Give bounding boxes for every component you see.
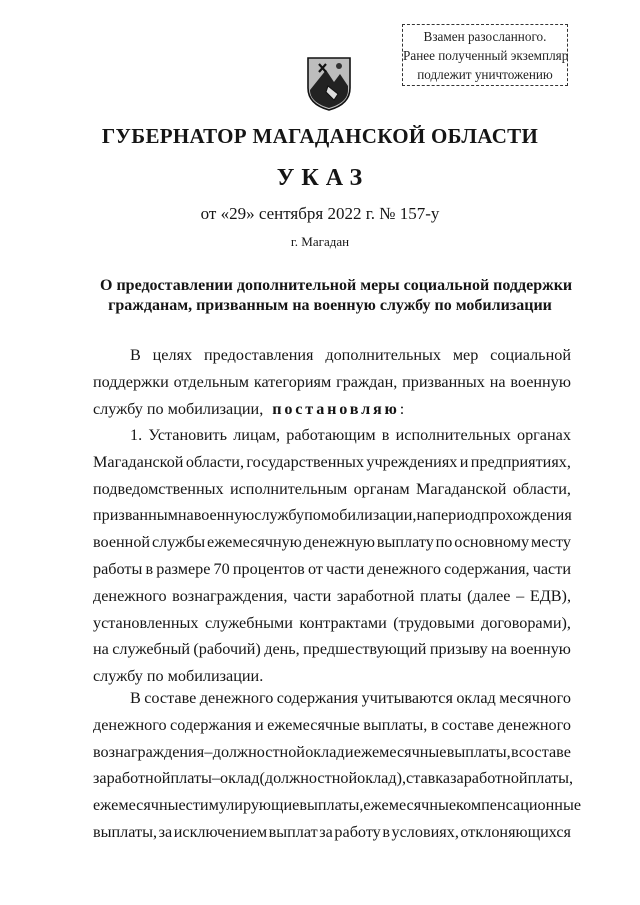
decree-word: постановляю xyxy=(272,399,400,418)
item-1-paragraph xyxy=(93,422,571,690)
governor-title: ГУБЕРНАТОР МАГАДАНСКОЙ ОБЛАСТИ xyxy=(101,124,539,148)
text-line: ежемесячные стимулирующие выплаты, ежемесячные компенсационные xyxy=(93,796,582,815)
colon: : xyxy=(399,399,405,418)
text-line: 1. Установить лицам, работающим в исполнительных органах xyxy=(130,426,571,444)
stamp-line: Взамен разосланного. xyxy=(423,29,547,44)
paragraph-2 xyxy=(93,685,582,846)
decree-date-number: от «29» сентября 2022 г. № 157-у xyxy=(200,204,440,223)
text-line-last xyxy=(93,396,571,423)
subject-line: О предоставлении дополнительной меры социальной поддержки xyxy=(100,277,573,294)
preamble-text: службу по мобилизации, xyxy=(93,399,264,418)
text-line: вознаграждения – должностной оклад и ежемесячные выплаты, в составе xyxy=(93,742,571,761)
text-line: В целях предоставления дополнительных мер социальной xyxy=(130,346,571,364)
preamble-paragraph xyxy=(93,342,571,422)
text-line: денежного содержания и ежемесячные выплаты, в составе денежного xyxy=(93,715,571,734)
coat-of-arms-icon xyxy=(304,54,354,112)
text-line: военной службы ежемесячную денежную выплату по основному месту xyxy=(93,533,571,552)
document-type: УКАЗ xyxy=(276,165,370,191)
text-line-last: службу по мобилизации. xyxy=(93,667,264,686)
text-line: выплаты, за исключением выплат за работу в условиях, отклоняющихся xyxy=(93,822,571,841)
text-line: Магаданской области, государственных учреждениях и предприятиях, xyxy=(93,452,571,471)
stamp-line: Ранее полученный экземпляр xyxy=(403,48,569,63)
city: г. Магадан xyxy=(290,234,350,249)
text-line: В составе денежного содержания учитываются оклад месячного xyxy=(130,689,571,707)
replacement-stamp xyxy=(402,24,568,86)
text-line: призванным на военную службу по мобилизации, на период прохождения xyxy=(93,506,572,525)
text-line: установленных служебными контрактами (трудовыми договорами), xyxy=(93,613,571,632)
text-line: работы в размере 70 процентов от части денежного содержания, части xyxy=(93,559,571,578)
text-line: денежного вознаграждения, части заработной платы (далее – ЕДВ), xyxy=(93,586,571,605)
stamp-line: подлежит уничтожению xyxy=(417,67,553,82)
text-line: на служебный (рабочий) день, предшествующий призыву на военную xyxy=(93,640,571,659)
text-line: подведомственных исполнительным органам Магаданской области, xyxy=(93,479,571,498)
text-line: поддержки отдельным категориям граждан, призванных на военную xyxy=(93,372,571,391)
subject-line: гражданам, призванным на военную службу по мобилизации xyxy=(108,297,552,314)
decree-subject xyxy=(100,276,573,316)
text-line: заработной платы – оклад (должностной оклад), ставка заработной платы, xyxy=(93,769,574,788)
